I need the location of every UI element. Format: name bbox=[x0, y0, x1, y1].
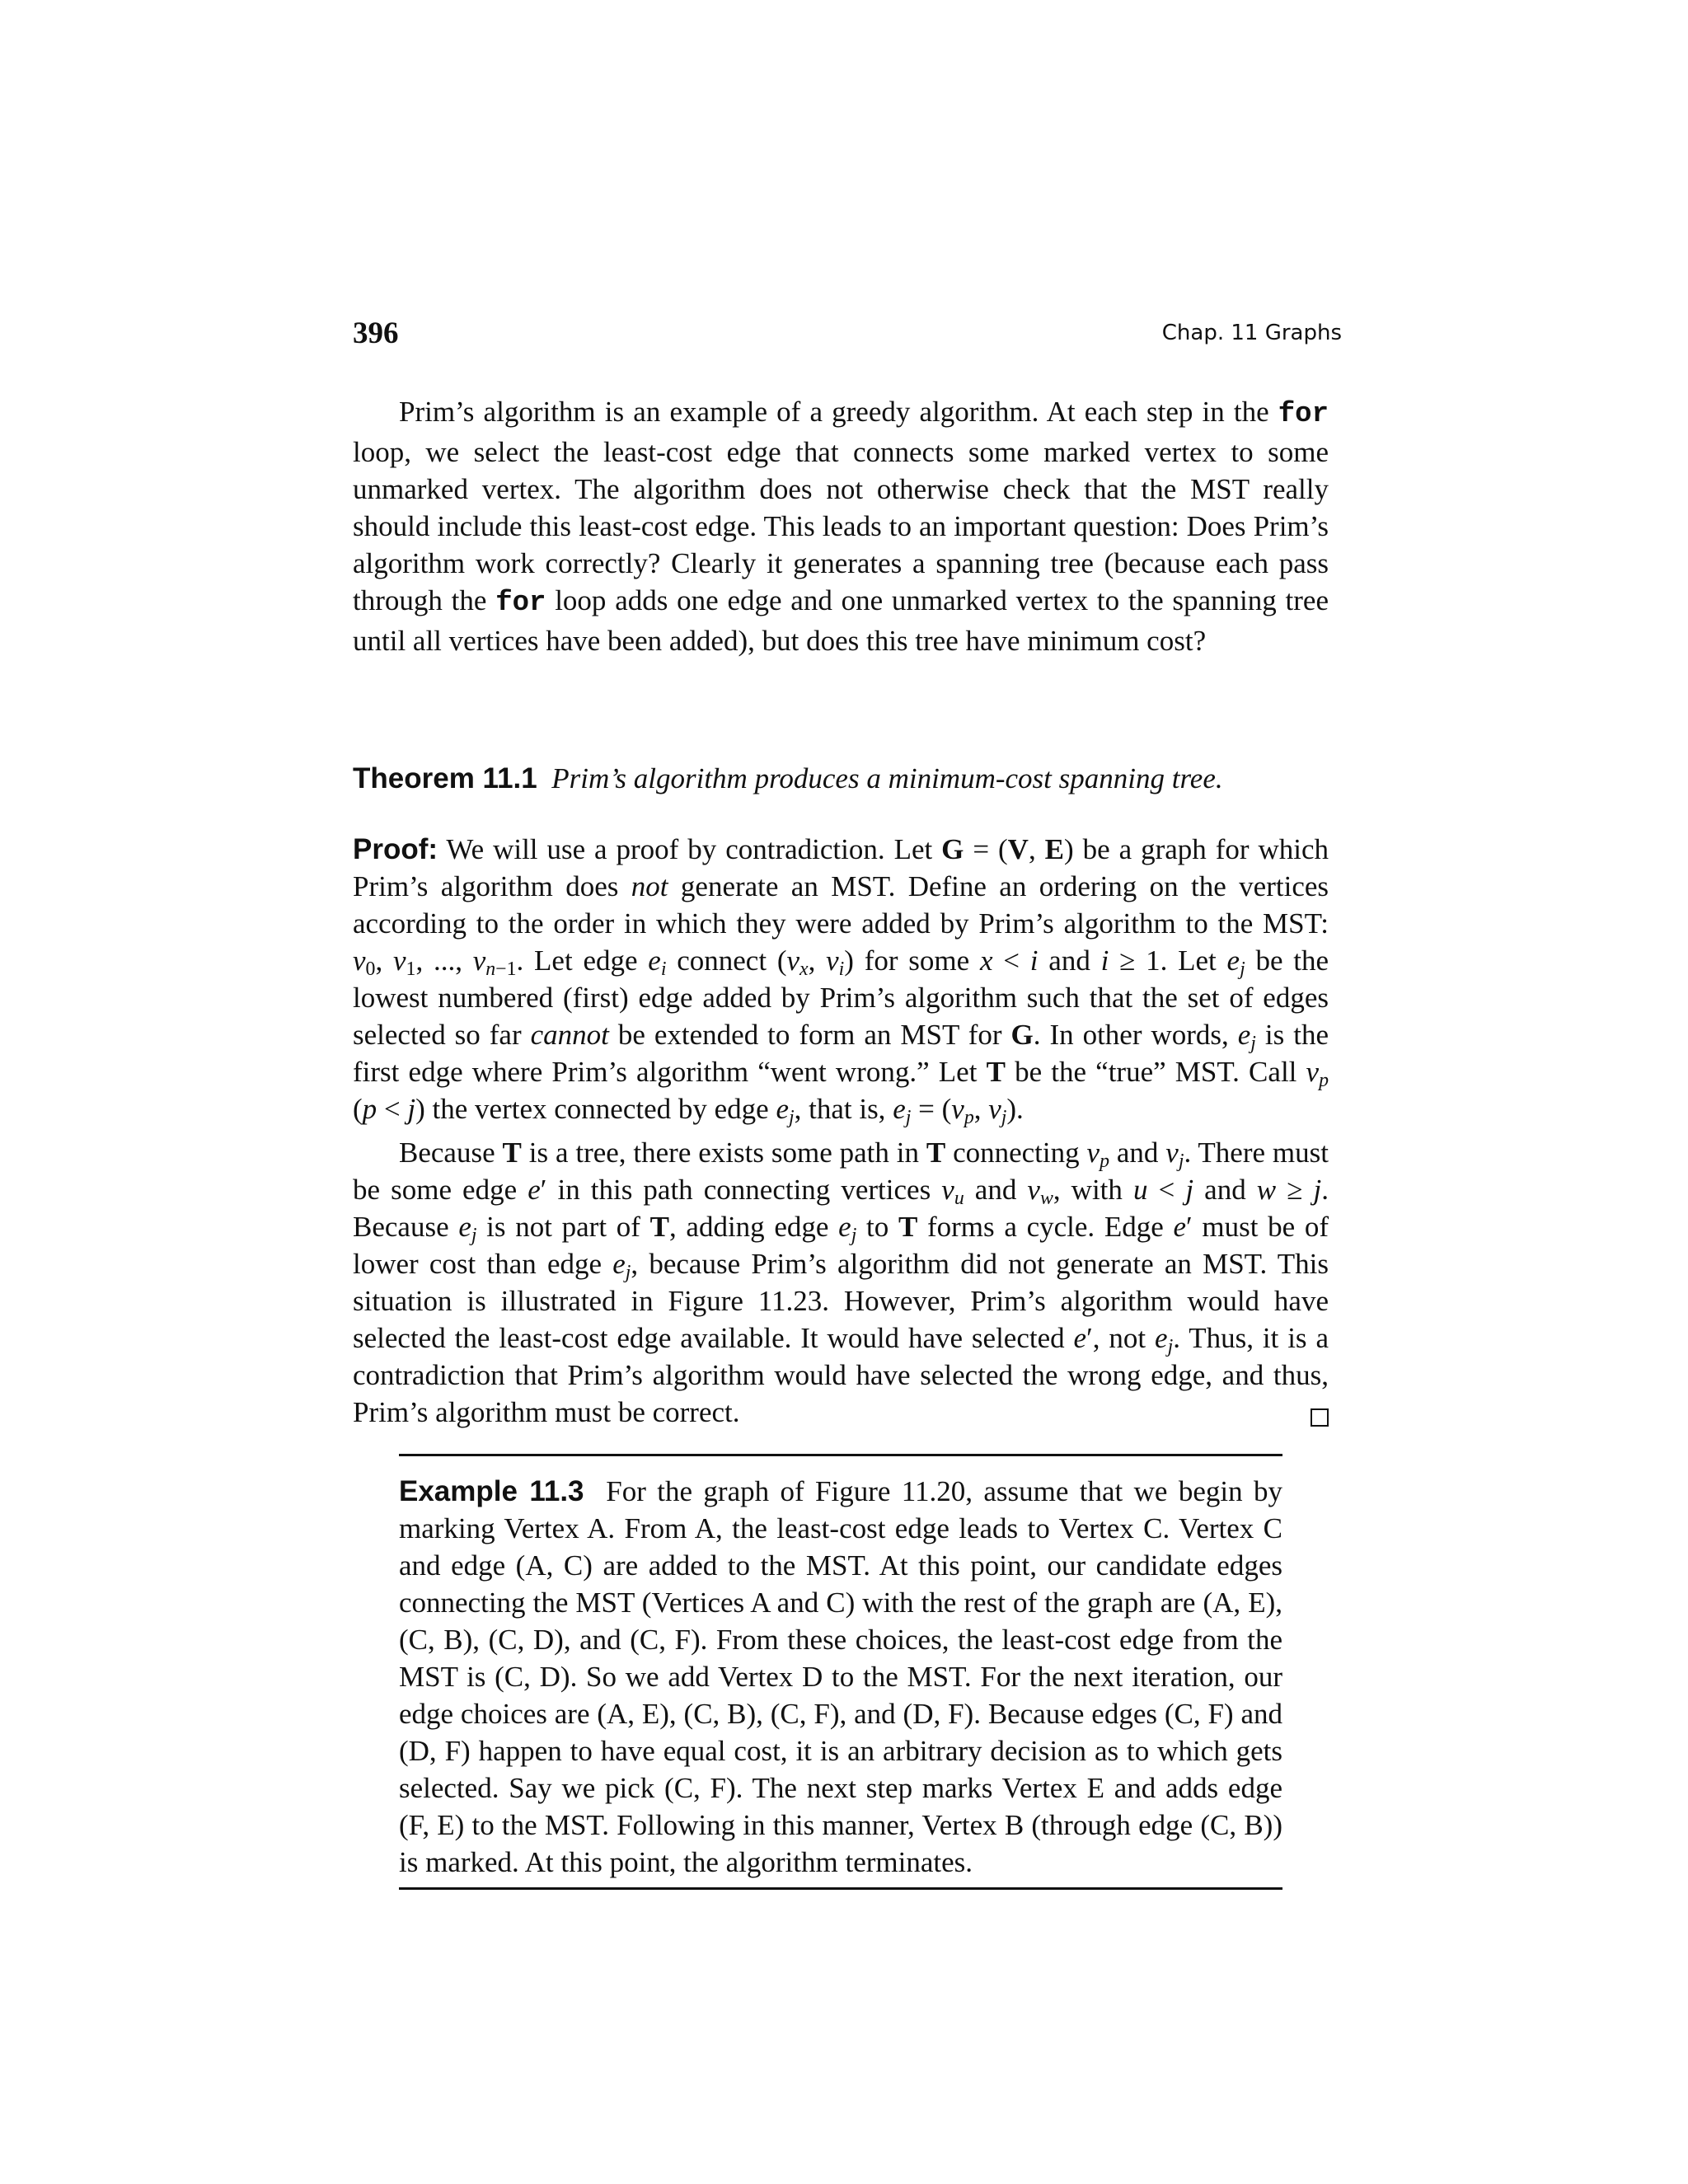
theorem-label: Theorem 11.1 bbox=[353, 762, 537, 794]
example-text: For the graph of Figure 11.20, assume that we begin by marking Vertex A. From A, the least-cost edge leads to Vertex C. Vertex C and edge (A, C) are added to the MST. At this point, our candidate edges connecting the MST (Vertices A and C) with the rest of the graph are (A, E), (C, B), (C, D), and (C, F). From these choices, the least-cost edge from the MST is (C, D). So we add Vertex D to the MST. For the next iteration, our edge choices are (A, E), (C, B), (C, F), and (D, F). Because edges (C, F) and (D, F) happen to have equal cost, it is an arbitrary decision as to which gets selected. Say we pick (C, F). The next step marks Vertex E and adds edge (F, E) to the MST. Following in this manner, Vertex B (through edge (C, B)) is marked. At this point, the algorithm terminates. bbox=[399, 1475, 1282, 1878]
code-for: for bbox=[495, 588, 546, 619]
proof-text: be extended to form an MST for bbox=[608, 1019, 1011, 1051]
proof-text: to bbox=[856, 1211, 898, 1243]
proof-text: We will use a proof by contradiction. Let bbox=[438, 833, 942, 865]
example-bottom-rule bbox=[399, 1887, 1282, 1890]
emphasis-cannot: cannot bbox=[530, 1019, 609, 1051]
page-header bbox=[353, 316, 1342, 357]
intro-text: loop adds one edge and one unmarked vertex to the spanning tree until all vertices have been added), but does this tree have minimum cost? bbox=[353, 584, 1329, 657]
proof-text: must be of lower cost than edge bbox=[353, 1211, 1329, 1280]
example-label: Example 11.3 bbox=[399, 1475, 584, 1507]
proof-text: forms a cycle. Edge bbox=[917, 1211, 1174, 1243]
proof-text: is the first edge where Prim’s algorithm “went wrong.” Let bbox=[353, 1019, 1329, 1088]
proof-text: and bbox=[1038, 944, 1101, 977]
proof-text: be the “true” MST. Call bbox=[1005, 1056, 1306, 1088]
running-head: Chap. 11 Graphs bbox=[1161, 321, 1342, 345]
proof-text: be the lowest numbered (first) edge added by Prim’s algorithm such that the set of edges selected so far bbox=[353, 944, 1329, 1051]
proof-text: and bbox=[1193, 1174, 1257, 1206]
proof-text: Because bbox=[399, 1137, 503, 1169]
proof-text: in this path connecting vertices bbox=[546, 1174, 942, 1206]
proof-text: . Thus, it is a contradiction that Prim’s algorithm would have selected the wrong edge, and thus, Prim’s algorithm must be correct. bbox=[353, 1322, 1329, 1428]
page-number: 396 bbox=[353, 316, 399, 350]
proof-text: , with bbox=[1053, 1174, 1133, 1206]
example-box bbox=[399, 1473, 1282, 1881]
qed-box bbox=[1311, 1408, 1329, 1427]
proof-text: . Because bbox=[353, 1174, 1329, 1243]
proof-text: connecting bbox=[945, 1137, 1087, 1169]
proof-text: connect bbox=[666, 944, 777, 977]
emphasis-not: not bbox=[631, 870, 668, 902]
proof-text: and bbox=[1109, 1137, 1166, 1169]
intro-text: loop, we select the least-cost edge that connects some marked vertex to some unmarked vertex. The algorithm does not otherwise check that the MST really should include this least-cost edge. This leads to an important question: Does Prim’s algorithm work correctly? Clearly it generates a spanning tree (because each pass through the bbox=[353, 436, 1329, 616]
proof-text: and bbox=[964, 1174, 1028, 1206]
theorem bbox=[353, 760, 1329, 797]
proof-text: , because Prim’s algorithm did not generate an MST. This situation is illustrated in Figure 11.23. However, Prim’s algorithm would have selected the least-cost edge available. It would have selected bbox=[353, 1248, 1329, 1354]
proof-text: , not bbox=[1092, 1322, 1156, 1354]
proof-text: . Let edge bbox=[516, 944, 649, 977]
proof: Proof: We will use a proof by contradiction. Let G = (V, E) be a graph for which Prim’s algorithm does not generate an MST. Define an ordering on the vertices according to the order in which they were added by Prim’s algorithm to the MST: $v_0$, $v_1$, ..., $v_{n-1}$. Let edge $e_i$ connect ($v_x$, $v_i$) for some x < i and i ≥ 1. Let $e_j$ be the lowest numbered (first) edge added by Prim’s algorithm such that the set of edges selected so far cannot be extended to form an MST for G. In other words, $e_j$ is the first edge where Prim’s algorithm “went wrong.” Let T be the “true” MST. Call $v_p$ (p < j) the vertex connected by edge $e_j$, that is, $e_j = (v_p$, $v_j$). Because T is a tree, there exists some path in T connecting $v_p$ and $v_j$. There must be some edge e′ in this path connecting vertices $v_u$ and $v_w$, with u < j and w ≥ j. Because $e_j$ is not part of T, adding edge $e_j$ to T forms a cycle. Edge e′ must be of lower cost than edge $e_j$, because Prim’s algorithm did not generate an MST. This situation is illustrated in Figure 11.23. However, Prim’s algorithm would have selected the least-cost edge available. It would have selected e′, not $e_j$. Thus, it is a contradiction that Prim’s algorithm would have selected the wrong edge, and thus, Prim’s algorithm must be correct. bbox=[353, 833, 1329, 1428]
proof-text: be a graph for which Prim’s algorithm does bbox=[353, 833, 1329, 902]
proof-text: is a tree, there exists some path in bbox=[521, 1137, 926, 1169]
theorem-statement: Prim’s algorithm produces a minimum-cost spanning tree. bbox=[551, 762, 1223, 794]
proof-text: . There must be some edge bbox=[353, 1137, 1329, 1206]
proof-text: generate an MST. Define an ordering on the vertices according to the order in which they were added by Prim’s algorithm to the MST: bbox=[353, 870, 1329, 940]
proof-label: Proof: bbox=[353, 833, 438, 865]
intro-text: Prim’s algorithm is an example of a greedy algorithm. At each step in the bbox=[399, 396, 1278, 428]
proof-text: , that is, bbox=[794, 1093, 893, 1125]
proof-text: the vertex connected by edge bbox=[424, 1093, 776, 1125]
code-for: for bbox=[1278, 399, 1329, 430]
proof-text: , adding edge bbox=[668, 1211, 839, 1243]
intro-paragraph bbox=[353, 393, 1329, 659]
proof-text: . In other words, bbox=[1033, 1019, 1238, 1051]
example-top-rule bbox=[399, 1454, 1282, 1456]
proof-text: for some bbox=[853, 944, 980, 977]
proof-text: is not part of bbox=[476, 1211, 650, 1243]
proof-text: . Let bbox=[1160, 944, 1227, 977]
proof-text: . bbox=[1016, 1093, 1024, 1125]
